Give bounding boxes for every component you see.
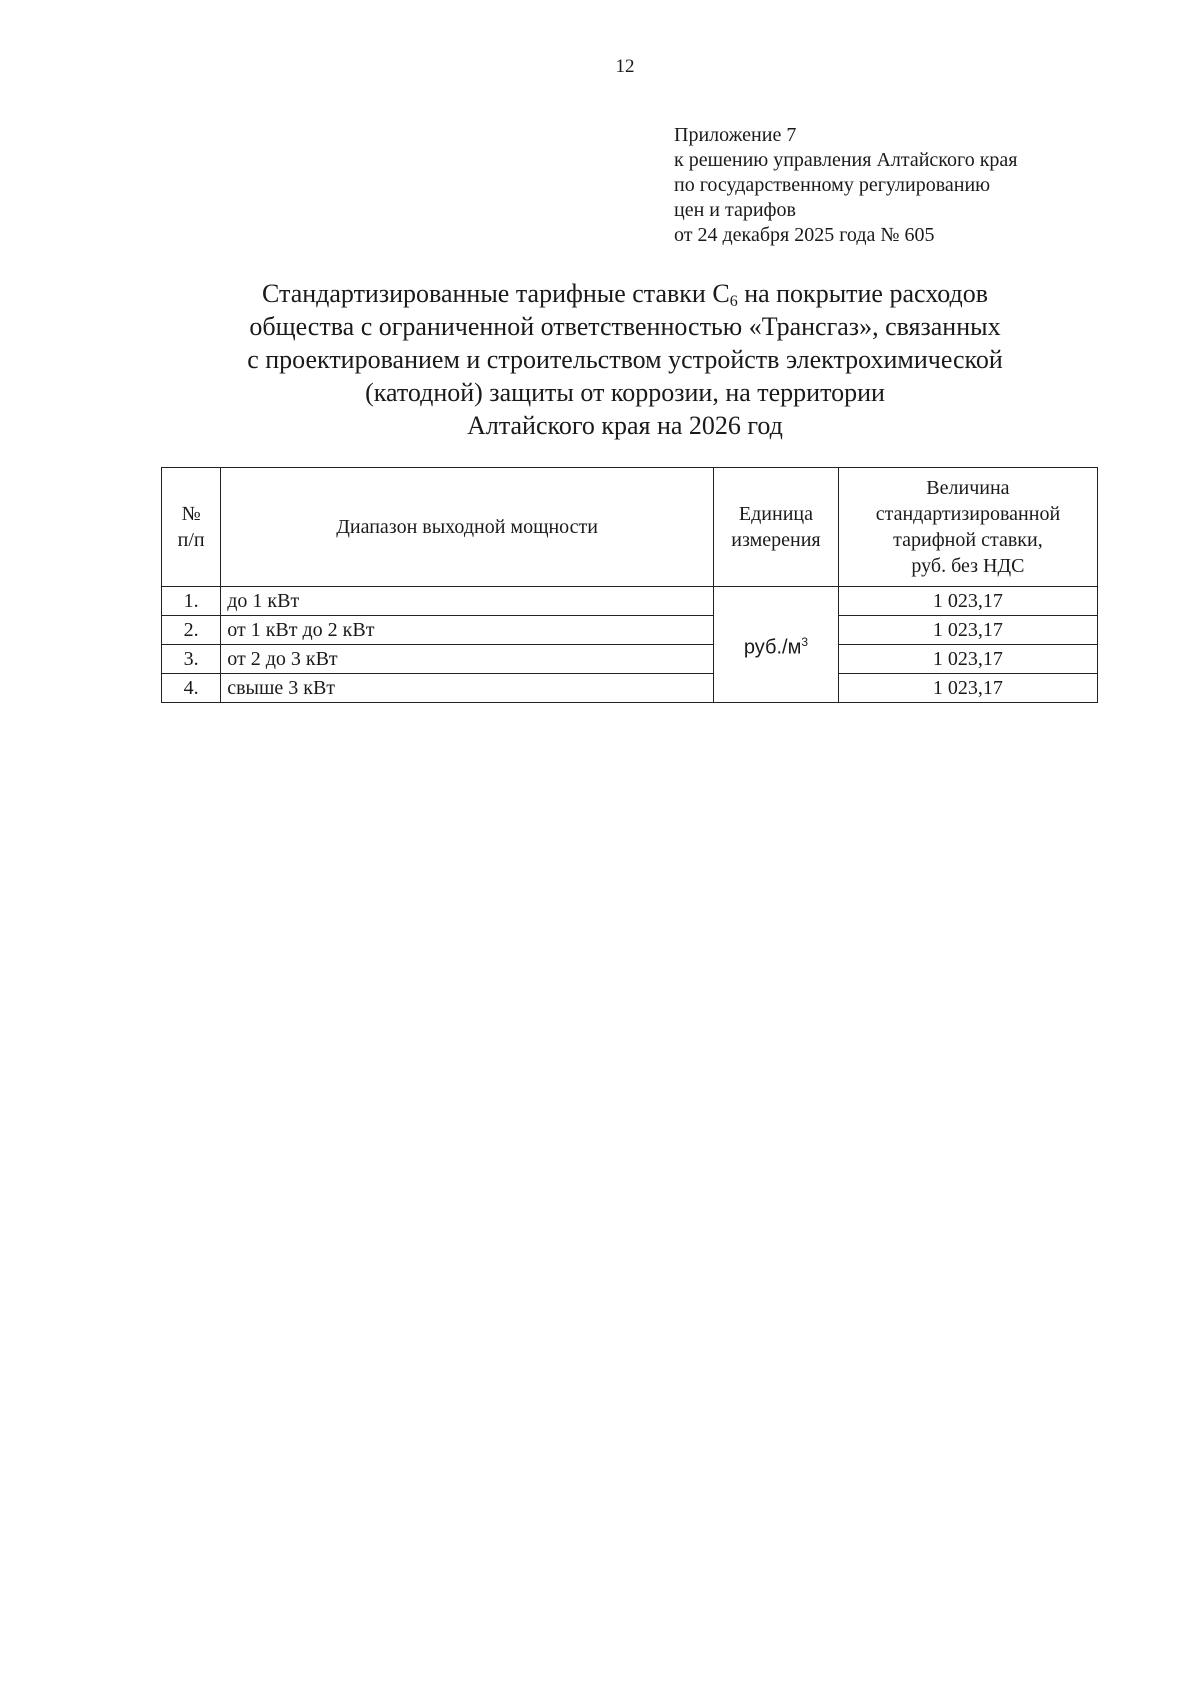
document-title xyxy=(150,277,1100,442)
table-row xyxy=(162,587,1098,616)
header-value xyxy=(838,468,1097,587)
appendix-line: от 24 декабря 2025 года № 605 xyxy=(674,224,935,246)
appendix-line: Приложение 7 xyxy=(674,124,797,146)
table-row xyxy=(162,616,1098,645)
row-range: от 1 кВт до 2 кВт xyxy=(221,616,714,645)
appendix-line: по государственному регулированию xyxy=(674,174,991,196)
table-row xyxy=(162,645,1098,674)
row-range: от 2 до 3 кВт xyxy=(221,645,714,674)
header-value-line3: тарифной ставки, xyxy=(893,529,1043,551)
title-line: Алтайского края на 2026 год xyxy=(467,411,783,440)
title-line: с проектированием и строительством устройств электрохимической xyxy=(247,345,1003,374)
header-unit-line2: измерения xyxy=(731,529,821,551)
tariff-table xyxy=(161,467,1098,703)
row-value: 1 023,17 xyxy=(838,674,1097,703)
row-value: 1 023,17 xyxy=(838,587,1097,616)
row-number: 4. xyxy=(162,674,221,703)
row-value: 1 023,17 xyxy=(838,616,1097,645)
header-unit-line1: Единица xyxy=(738,503,813,525)
unit-text: руб./м xyxy=(743,636,802,659)
header-num-line2: п/п xyxy=(177,529,205,551)
title-line1-after: на покрытие расходов xyxy=(737,279,988,308)
table-header-row xyxy=(162,468,1098,587)
unit-cell xyxy=(714,587,839,703)
title-line: (катодной) защиты от коррозии, на территории xyxy=(365,378,885,407)
table-row xyxy=(162,674,1098,703)
unit-superscript: 3 xyxy=(801,634,809,649)
title-line1-before: Стандартизированные тарифные ставки С xyxy=(262,279,730,308)
header-unit xyxy=(714,468,839,587)
appendix-block xyxy=(674,123,1018,248)
page-number: 12 xyxy=(615,56,635,77)
header-num-line1: № xyxy=(181,503,201,525)
appendix-line: к решению управления Алтайского края xyxy=(674,149,1018,171)
appendix-line: цен и тарифов xyxy=(674,199,796,221)
row-number: 2. xyxy=(162,616,221,645)
title-subscript: 6 xyxy=(729,293,738,310)
title-line xyxy=(150,277,1100,310)
header-range: Диапазон выходной мощности xyxy=(221,468,714,587)
row-number: 3. xyxy=(162,645,221,674)
row-range: до 1 кВт xyxy=(221,587,714,616)
header-value-line1: Величина xyxy=(926,477,1010,499)
header-value-line2: стандартизированной xyxy=(875,503,1061,525)
title-line: общества с ограниченной ответственностью «Трансгаз», связанных xyxy=(249,312,1001,341)
header-num xyxy=(162,468,221,587)
row-range: свыше 3 кВт xyxy=(221,674,714,703)
row-number: 1. xyxy=(162,587,221,616)
row-value: 1 023,17 xyxy=(838,645,1097,674)
header-value-line4: руб. без НДС xyxy=(911,555,1025,577)
